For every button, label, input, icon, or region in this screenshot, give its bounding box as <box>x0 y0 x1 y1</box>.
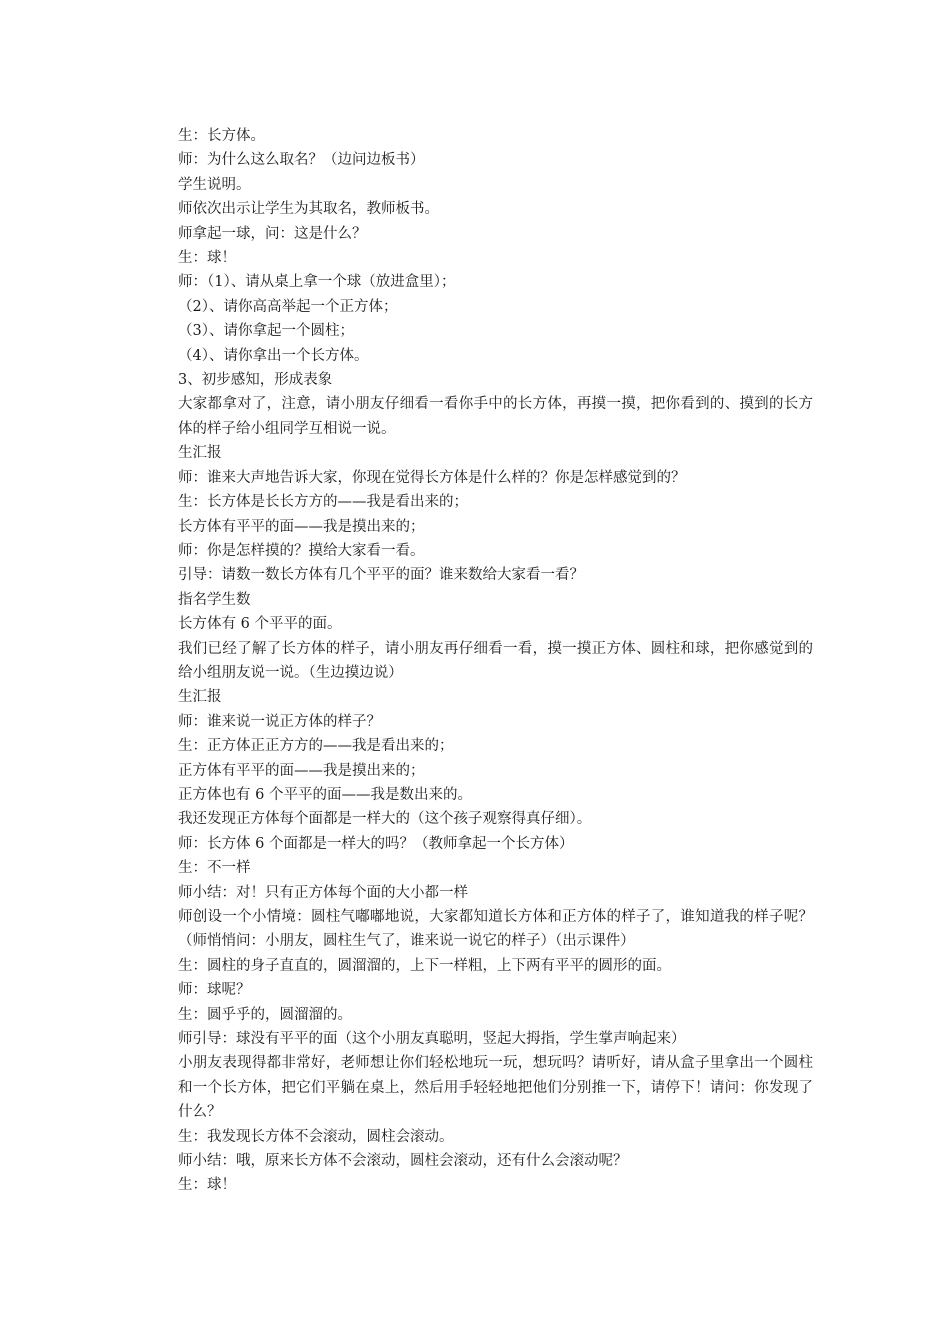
text-line: 生：正方体正正方方的——我是看出来的； <box>178 738 454 755</box>
text-line: 师：谁来大声地告诉大家，你现在觉得长方体是什么样的？你是怎样感觉到的？ <box>178 469 686 486</box>
text-line: 生：圆柱的身子直直的，圆溜溜的，上下一样粗，上下两有平平的圆形的面。 <box>178 957 671 974</box>
text-line: 生汇报 <box>178 445 222 462</box>
text-line: （3）、请你拿起一个圆柱； <box>178 323 354 340</box>
text-line: 师依次出示让学生为其取名，教师板书。 <box>178 201 439 218</box>
text-line: 正方体有平平的面——我是摸出来的； <box>178 762 425 779</box>
section-heading: 3、初步感知，形成表象 <box>178 372 333 389</box>
text-line: 正方体也有 6 个平平的面——我是数出来的。 <box>178 786 472 803</box>
document-body <box>178 124 813 1198</box>
text-line: 生汇报 <box>178 689 222 706</box>
text-line: 生：圆乎乎的，圆溜溜的。 <box>178 1006 352 1023</box>
text-line: 师拿起一球，问：这是什么？ <box>178 225 367 242</box>
text-line: 生：长方体是长长方方的——我是看出来的； <box>178 494 468 511</box>
text-line: 师：球呢？ <box>178 982 251 999</box>
text-line: 师小结：对！只有正方体每个面的大小都一样 <box>178 884 468 901</box>
text-line: 生：不一样 <box>178 860 251 877</box>
text-line: 长方体有平平的面——我是摸出来的； <box>178 518 425 535</box>
text-line: 师：谁来说一说正方体的样子？ <box>178 713 381 730</box>
text-line: 师：为什么这么取名？（边问边板书） <box>178 152 425 169</box>
text-paragraph: 我们已经了解了长方体的样子，请小朋友再仔细看一看，摸一摸正方体、圆柱和球，把你感觉到的给小组朋友说一说。（生边摸边说） <box>178 640 813 681</box>
text-line: （2）、请你高高举起一个正方体； <box>178 298 398 315</box>
text-line: 长方体有 6 个平平的面。 <box>178 616 342 633</box>
text-line: 生：长方体。 <box>178 128 265 144</box>
text-line: 我还发现正方体每个面都是一样大的（这个孩子观察得真仔细）。 <box>178 811 592 828</box>
text-paragraph: 小朋友表现得都非常好，老师想让你们轻松地玩一玩，想玩吗？请听好，请从盒子里拿出一个圆柱和一个长方体，把它们平躺在桌上，然后用手轻轻地把他们分别推一下，请停下！请问：你发现了什么？ <box>178 1055 813 1121</box>
text-line: 学生说明。 <box>178 176 251 193</box>
text-line: （4）、请你拿出一个长方体。 <box>178 347 369 364</box>
text-line: 指名学生数 <box>178 591 251 608</box>
text-line: 生：球！ <box>178 250 236 267</box>
text-line: 生：球！ <box>178 1177 236 1194</box>
text-line: 生：我发现长方体不会滚动，圆柱会滚动。 <box>178 1128 454 1145</box>
text-paragraph: 大家都拿对了，注意，请小朋友仔细看一看你手中的长方体，再摸一摸，把你看到的、摸到的长方体的样子给小组同学互相说一说。 <box>178 396 813 437</box>
text-line: 师：（1）、请从桌上拿一个球（放进盒里）； <box>178 274 456 291</box>
text-paragraph: 师创设一个小情境：圆柱气嘟嘟地说，大家都知道长方体和正方体的样子了，谁知道我的样子呢？（师悄悄问：小朋友，圆柱生气了，谁来说一说它的样子）（出示课件） <box>178 909 813 950</box>
text-line: 师引导：球没有平平的面（这个小朋友真聪明，竖起大拇指，学生掌声响起来） <box>178 1031 686 1048</box>
text-line: 师小结：哦，原来长方体不会滚动，圆柱会滚动，还有什么会滚动呢？ <box>178 1153 628 1170</box>
text-line: 引导：请数一数长方体有几个平平的面？谁来数给大家看一看？ <box>178 567 584 584</box>
text-line: 师：长方体 6 个面都是一样大的吗？（教师拿起一个长方体） <box>178 835 574 852</box>
text-line: 师：你是怎样摸的？摸给大家看一看。 <box>178 542 425 559</box>
